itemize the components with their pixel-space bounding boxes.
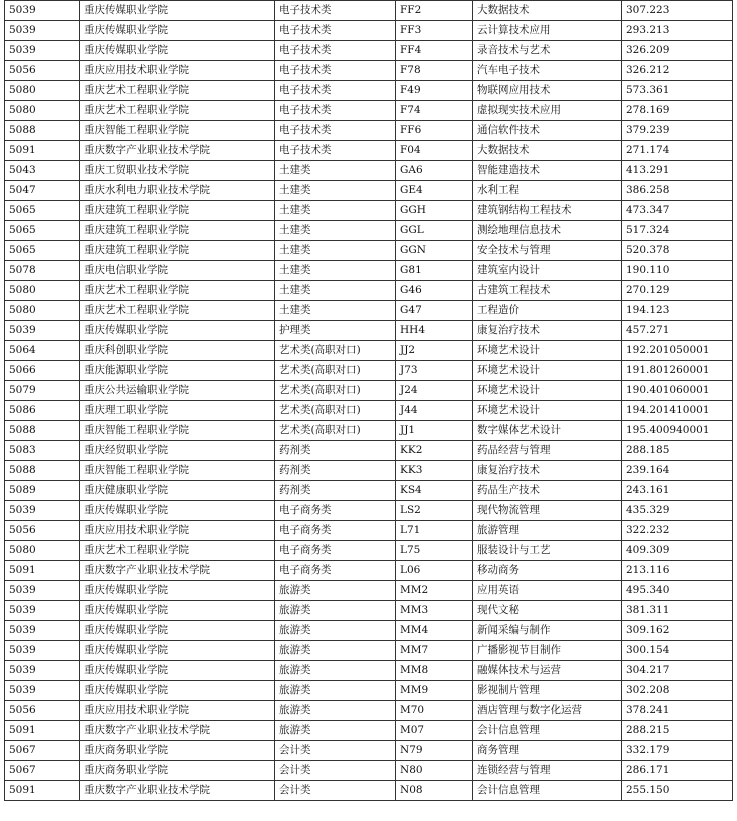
table-row	[5, 41, 733, 61]
table-row	[5, 161, 733, 181]
major-code-cell: J24	[396, 381, 473, 401]
category-cell: 土建类	[275, 181, 396, 201]
score-cell: 293.213	[622, 21, 733, 41]
major-code-cell: M07	[396, 721, 473, 741]
major-code-cell: KS4	[396, 481, 473, 501]
score-cell: 191.801260001	[622, 361, 733, 381]
table-row	[5, 101, 733, 121]
school-code-cell: 5039	[5, 41, 80, 61]
category-cell: 旅游类	[275, 581, 396, 601]
school-code-cell: 5039	[5, 681, 80, 701]
school-name-cell: 重庆智能工程职业学院	[80, 421, 275, 441]
score-cell: 379.239	[622, 121, 733, 141]
table-row	[5, 261, 733, 281]
school-code-cell: 5039	[5, 641, 80, 661]
school-code-cell: 5039	[5, 621, 80, 641]
major-code-cell: MM9	[396, 681, 473, 701]
table-row	[5, 701, 733, 721]
school-code-cell: 5056	[5, 61, 80, 81]
table-row	[5, 421, 733, 441]
school-code-cell: 5091	[5, 141, 80, 161]
score-cell: 332.179	[622, 741, 733, 761]
score-cell: 288.215	[622, 721, 733, 741]
table-row	[5, 741, 733, 761]
major-name-cell: 酒店管理与数字化运营	[473, 701, 622, 721]
major-code-cell: JJ1	[396, 421, 473, 441]
school-code-cell: 5080	[5, 81, 80, 101]
school-code-cell: 5039	[5, 501, 80, 521]
school-name-cell: 重庆应用技术职业学院	[80, 701, 275, 721]
school-code-cell: 5080	[5, 101, 80, 121]
major-name-cell: 药品经营与管理	[473, 441, 622, 461]
major-code-cell: MM4	[396, 621, 473, 641]
school-name-cell: 重庆传媒职业学院	[80, 501, 275, 521]
table-row	[5, 401, 733, 421]
major-name-cell: 工程造价	[473, 301, 622, 321]
table-row	[5, 61, 733, 81]
category-cell: 艺术类(高职对口)	[275, 361, 396, 381]
major-name-cell: 融媒体技术与运营	[473, 661, 622, 681]
table-row	[5, 761, 733, 781]
score-cell: 194.201410001	[622, 401, 733, 421]
major-code-cell: FF2	[396, 1, 473, 21]
school-code-cell: 5083	[5, 441, 80, 461]
major-code-cell: KK3	[396, 461, 473, 481]
major-code-cell: MM2	[396, 581, 473, 601]
school-name-cell: 重庆健康职业学院	[80, 481, 275, 501]
school-name-cell: 重庆艺术工程职业学院	[80, 81, 275, 101]
school-code-cell: 5047	[5, 181, 80, 201]
table-row	[5, 581, 733, 601]
category-cell: 旅游类	[275, 641, 396, 661]
major-code-cell: MM8	[396, 661, 473, 681]
table-row	[5, 721, 733, 741]
school-name-cell: 重庆科创职业学院	[80, 341, 275, 361]
table-row	[5, 361, 733, 381]
score-cell: 271.174	[622, 141, 733, 161]
category-cell: 土建类	[275, 301, 396, 321]
school-name-cell: 重庆公共运输职业学院	[80, 381, 275, 401]
category-cell: 药剂类	[275, 461, 396, 481]
school-name-cell: 重庆电信职业学院	[80, 261, 275, 281]
school-code-cell: 5056	[5, 701, 80, 721]
school-code-cell: 5079	[5, 381, 80, 401]
school-code-cell: 5039	[5, 321, 80, 341]
category-cell: 电子技术类	[275, 1, 396, 21]
school-code-cell: 5043	[5, 161, 80, 181]
table-row	[5, 681, 733, 701]
category-cell: 电子商务类	[275, 501, 396, 521]
major-name-cell: 环境艺术设计	[473, 381, 622, 401]
score-cell: 381.311	[622, 601, 733, 621]
school-code-cell: 5088	[5, 421, 80, 441]
category-cell: 药剂类	[275, 441, 396, 461]
major-name-cell: 会计信息管理	[473, 781, 622, 801]
major-code-cell: N08	[396, 781, 473, 801]
category-cell: 会计类	[275, 741, 396, 761]
category-cell: 电子技术类	[275, 101, 396, 121]
school-name-cell: 重庆商务职业学院	[80, 741, 275, 761]
table-row	[5, 301, 733, 321]
table-row	[5, 181, 733, 201]
table-row	[5, 541, 733, 561]
major-code-cell: G46	[396, 281, 473, 301]
major-code-cell: GE4	[396, 181, 473, 201]
school-name-cell: 重庆传媒职业学院	[80, 681, 275, 701]
major-name-cell: 移动商务	[473, 561, 622, 581]
table-row	[5, 241, 733, 261]
school-name-cell: 重庆水利电力职业技术学院	[80, 181, 275, 201]
school-code-cell: 5066	[5, 361, 80, 381]
category-cell: 电子商务类	[275, 541, 396, 561]
score-cell: 278.169	[622, 101, 733, 121]
table-row	[5, 381, 733, 401]
score-cell: 307.223	[622, 1, 733, 21]
major-name-cell: 数字媒体艺术设计	[473, 421, 622, 441]
major-code-cell: N80	[396, 761, 473, 781]
category-cell: 旅游类	[275, 621, 396, 641]
major-name-cell: 云计算技术应用	[473, 21, 622, 41]
school-code-cell: 5067	[5, 761, 80, 781]
score-cell: 386.258	[622, 181, 733, 201]
score-cell: 378.241	[622, 701, 733, 721]
score-cell: 255.150	[622, 781, 733, 801]
school-name-cell: 重庆数字产业职业技术学院	[80, 721, 275, 741]
table-row	[5, 501, 733, 521]
major-name-cell: 会计信息管理	[473, 721, 622, 741]
table-row	[5, 221, 733, 241]
major-name-cell: 药品生产技术	[473, 481, 622, 501]
school-name-cell: 重庆应用技术职业学院	[80, 61, 275, 81]
score-cell: 435.329	[622, 501, 733, 521]
table-row	[5, 121, 733, 141]
school-code-cell: 5080	[5, 281, 80, 301]
table-row	[5, 201, 733, 221]
major-name-cell: 测绘地理信息技术	[473, 221, 622, 241]
school-name-cell: 重庆建筑工程职业学院	[80, 241, 275, 261]
school-name-cell: 重庆传媒职业学院	[80, 1, 275, 21]
major-name-cell: 大数据技术	[473, 1, 622, 21]
school-code-cell: 5039	[5, 581, 80, 601]
table-row	[5, 341, 733, 361]
school-code-cell: 5039	[5, 1, 80, 21]
major-code-cell: GGH	[396, 201, 473, 221]
school-code-cell: 5089	[5, 481, 80, 501]
major-name-cell: 大数据技术	[473, 141, 622, 161]
table-row	[5, 21, 733, 41]
major-code-cell: KK2	[396, 441, 473, 461]
table-row	[5, 281, 733, 301]
school-code-cell: 5056	[5, 521, 80, 541]
major-name-cell: 通信软件技术	[473, 121, 622, 141]
major-code-cell: L06	[396, 561, 473, 581]
major-name-cell: 康复治疗技术	[473, 321, 622, 341]
major-code-cell: F04	[396, 141, 473, 161]
score-cell: 194.123	[622, 301, 733, 321]
major-name-cell: 服装设计与工艺	[473, 541, 622, 561]
category-cell: 药剂类	[275, 481, 396, 501]
score-cell: 213.116	[622, 561, 733, 581]
table-row	[5, 81, 733, 101]
category-cell: 土建类	[275, 241, 396, 261]
category-cell: 艺术类(高职对口)	[275, 401, 396, 421]
school-name-cell: 重庆传媒职业学院	[80, 661, 275, 681]
category-cell: 旅游类	[275, 701, 396, 721]
score-cell: 192.201050001	[622, 341, 733, 361]
school-code-cell: 5080	[5, 301, 80, 321]
score-cell: 322.232	[622, 521, 733, 541]
category-cell: 土建类	[275, 281, 396, 301]
major-name-cell: 商务管理	[473, 741, 622, 761]
score-cell: 288.185	[622, 441, 733, 461]
school-name-cell: 重庆艺术工程职业学院	[80, 101, 275, 121]
score-cell: 190.401060001	[622, 381, 733, 401]
school-code-cell: 5039	[5, 661, 80, 681]
school-code-cell: 5067	[5, 741, 80, 761]
major-name-cell: 应用英语	[473, 581, 622, 601]
category-cell: 旅游类	[275, 721, 396, 741]
score-cell: 302.208	[622, 681, 733, 701]
category-cell: 艺术类(高职对口)	[275, 341, 396, 361]
major-code-cell: J73	[396, 361, 473, 381]
score-cell: 243.161	[622, 481, 733, 501]
school-code-cell: 5091	[5, 781, 80, 801]
major-code-cell: GGN	[396, 241, 473, 261]
score-cell: 457.271	[622, 321, 733, 341]
school-name-cell: 重庆传媒职业学院	[80, 21, 275, 41]
major-name-cell: 汽车电子技术	[473, 61, 622, 81]
major-code-cell: FF3	[396, 21, 473, 41]
category-cell: 土建类	[275, 161, 396, 181]
school-name-cell: 重庆传媒职业学院	[80, 581, 275, 601]
table-row	[5, 601, 733, 621]
table-row	[5, 661, 733, 681]
major-name-cell: 旅游管理	[473, 521, 622, 541]
school-code-cell: 5080	[5, 541, 80, 561]
score-cell: 409.309	[622, 541, 733, 561]
major-code-cell: GGL	[396, 221, 473, 241]
table-row	[5, 321, 733, 341]
category-cell: 电子技术类	[275, 41, 396, 61]
school-code-cell: 5065	[5, 201, 80, 221]
school-code-cell: 5086	[5, 401, 80, 421]
category-cell: 护理类	[275, 321, 396, 341]
major-code-cell: F49	[396, 81, 473, 101]
major-code-cell: FF6	[396, 121, 473, 141]
school-name-cell: 重庆传媒职业学院	[80, 621, 275, 641]
school-code-cell: 5064	[5, 341, 80, 361]
school-name-cell: 重庆智能工程职业学院	[80, 461, 275, 481]
school-name-cell: 重庆能源职业学院	[80, 361, 275, 381]
school-code-cell: 5088	[5, 461, 80, 481]
major-name-cell: 水利工程	[473, 181, 622, 201]
major-name-cell: 环境艺术设计	[473, 401, 622, 421]
score-cell: 309.162	[622, 621, 733, 641]
admission-score-table	[4, 0, 733, 801]
major-name-cell: 影视制片管理	[473, 681, 622, 701]
major-code-cell: F74	[396, 101, 473, 121]
major-name-cell: 虚拟现实技术应用	[473, 101, 622, 121]
score-cell: 573.361	[622, 81, 733, 101]
category-cell: 旅游类	[275, 681, 396, 701]
category-cell: 电子技术类	[275, 21, 396, 41]
category-cell: 电子技术类	[275, 121, 396, 141]
school-code-cell: 5078	[5, 261, 80, 281]
major-code-cell: N79	[396, 741, 473, 761]
school-name-cell: 重庆理工职业学院	[80, 401, 275, 421]
major-code-cell: LS2	[396, 501, 473, 521]
category-cell: 电子技术类	[275, 61, 396, 81]
school-name-cell: 重庆工贸职业技术学院	[80, 161, 275, 181]
score-cell: 520.378	[622, 241, 733, 261]
school-name-cell: 重庆艺术工程职业学院	[80, 281, 275, 301]
table-row	[5, 481, 733, 501]
major-name-cell: 现代物流管理	[473, 501, 622, 521]
category-cell: 电子技术类	[275, 81, 396, 101]
major-code-cell: L71	[396, 521, 473, 541]
table-row	[5, 141, 733, 161]
category-cell: 土建类	[275, 221, 396, 241]
table-row	[5, 621, 733, 641]
school-name-cell: 重庆商务职业学院	[80, 761, 275, 781]
major-code-cell: MM3	[396, 601, 473, 621]
school-name-cell: 重庆艺术工程职业学院	[80, 301, 275, 321]
major-name-cell: 建筑钢结构工程技术	[473, 201, 622, 221]
category-cell: 土建类	[275, 201, 396, 221]
school-name-cell: 重庆艺术工程职业学院	[80, 541, 275, 561]
score-cell: 195.400940001	[622, 421, 733, 441]
major-name-cell: 安全技术与管理	[473, 241, 622, 261]
school-name-cell: 重庆经贸职业学院	[80, 441, 275, 461]
category-cell: 旅游类	[275, 661, 396, 681]
category-cell: 电子商务类	[275, 521, 396, 541]
school-code-cell: 5039	[5, 601, 80, 621]
major-code-cell: F78	[396, 61, 473, 81]
school-code-cell: 5091	[5, 721, 80, 741]
major-code-cell: GA6	[396, 161, 473, 181]
category-cell: 会计类	[275, 761, 396, 781]
school-name-cell: 重庆数字产业职业技术学院	[80, 781, 275, 801]
major-name-cell: 环境艺术设计	[473, 341, 622, 361]
major-code-cell: HH4	[396, 321, 473, 341]
table-row	[5, 1, 733, 21]
score-cell: 326.209	[622, 41, 733, 61]
school-name-cell: 重庆传媒职业学院	[80, 321, 275, 341]
score-cell: 413.291	[622, 161, 733, 181]
major-code-cell: J44	[396, 401, 473, 421]
score-cell: 190.110	[622, 261, 733, 281]
table-row	[5, 521, 733, 541]
major-name-cell: 连锁经营与管理	[473, 761, 622, 781]
score-cell: 326.212	[622, 61, 733, 81]
table-row	[5, 781, 733, 801]
school-code-cell: 5065	[5, 241, 80, 261]
school-name-cell: 重庆数字产业职业技术学院	[80, 141, 275, 161]
major-code-cell: FF4	[396, 41, 473, 61]
school-name-cell: 重庆智能工程职业学院	[80, 121, 275, 141]
category-cell: 旅游类	[275, 601, 396, 621]
major-code-cell: G81	[396, 261, 473, 281]
school-code-cell: 5091	[5, 561, 80, 581]
major-name-cell: 康复治疗技术	[473, 461, 622, 481]
school-name-cell: 重庆传媒职业学院	[80, 601, 275, 621]
score-cell: 300.154	[622, 641, 733, 661]
school-code-cell: 5039	[5, 21, 80, 41]
major-code-cell: M70	[396, 701, 473, 721]
school-code-cell: 5088	[5, 121, 80, 141]
major-code-cell: L75	[396, 541, 473, 561]
major-name-cell: 广播影视节目制作	[473, 641, 622, 661]
score-cell: 286.171	[622, 761, 733, 781]
table-row	[5, 561, 733, 581]
category-cell: 土建类	[275, 261, 396, 281]
major-name-cell: 环境艺术设计	[473, 361, 622, 381]
school-name-cell: 重庆数字产业职业技术学院	[80, 561, 275, 581]
category-cell: 艺术类(高职对口)	[275, 381, 396, 401]
major-name-cell: 现代文秘	[473, 601, 622, 621]
school-code-cell: 5065	[5, 221, 80, 241]
school-name-cell: 重庆传媒职业学院	[80, 41, 275, 61]
major-name-cell: 录音技术与艺术	[473, 41, 622, 61]
document-page	[4, 0, 733, 801]
score-cell: 473.347	[622, 201, 733, 221]
score-cell: 239.164	[622, 461, 733, 481]
major-code-cell: MM7	[396, 641, 473, 661]
table-body	[5, 1, 733, 801]
score-cell: 304.217	[622, 661, 733, 681]
major-code-cell: G47	[396, 301, 473, 321]
category-cell: 电子商务类	[275, 561, 396, 581]
score-cell: 517.324	[622, 221, 733, 241]
school-name-cell: 重庆建筑工程职业学院	[80, 201, 275, 221]
category-cell: 会计类	[275, 781, 396, 801]
table-row	[5, 461, 733, 481]
score-cell: 270.129	[622, 281, 733, 301]
category-cell: 艺术类(高职对口)	[275, 421, 396, 441]
major-name-cell: 建筑室内设计	[473, 261, 622, 281]
score-cell: 495.340	[622, 581, 733, 601]
major-name-cell: 古建筑工程技术	[473, 281, 622, 301]
school-name-cell: 重庆应用技术职业学院	[80, 521, 275, 541]
major-code-cell: JJ2	[396, 341, 473, 361]
school-name-cell: 重庆建筑工程职业学院	[80, 221, 275, 241]
category-cell: 电子技术类	[275, 141, 396, 161]
major-name-cell: 智能建造技术	[473, 161, 622, 181]
major-name-cell: 新闻采编与制作	[473, 621, 622, 641]
table-row	[5, 441, 733, 461]
major-name-cell: 物联网应用技术	[473, 81, 622, 101]
table-row	[5, 641, 733, 661]
school-name-cell: 重庆传媒职业学院	[80, 641, 275, 661]
